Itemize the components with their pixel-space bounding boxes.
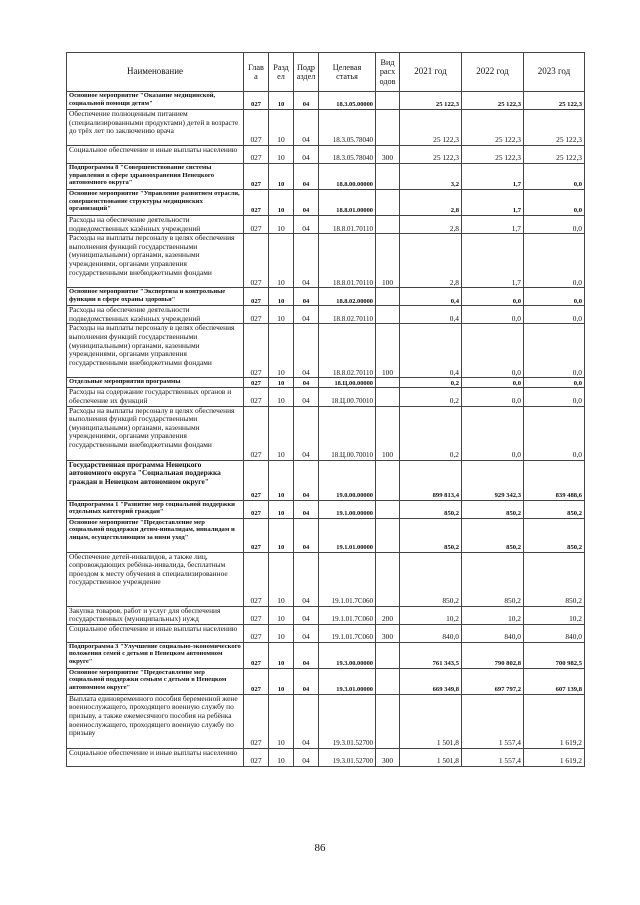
table-row xyxy=(67,406,585,460)
row-vid xyxy=(376,288,400,306)
row-podrazdel: 04 xyxy=(294,234,319,288)
row-razdel: 10 xyxy=(269,216,294,234)
row-name: Основное мероприятие "Оказание медицинской, социальной помощи детям" xyxy=(67,92,244,110)
row-podrazdel: 04 xyxy=(294,606,319,624)
row-target: 18.Ц.00.70010 xyxy=(319,406,376,460)
row-glava: 027 xyxy=(244,288,269,306)
row-target: 19.1.01.7С060 xyxy=(319,624,376,642)
row-vid xyxy=(376,668,400,694)
row-2022: 0,0 xyxy=(462,288,524,306)
row-2021: 899 813,4 xyxy=(400,460,462,500)
row-glava: 027 xyxy=(244,216,269,234)
row-podrazdel: 04 xyxy=(294,460,319,500)
row-podrazdel: 04 xyxy=(294,146,319,164)
row-razdel: 10 xyxy=(269,624,294,642)
row-name: Основное мероприятие "Экспертиза и контрольные функции в сфере охраны здоровья" xyxy=(67,288,244,306)
row-target: 19.1.01.00000 xyxy=(319,518,376,552)
row-vid xyxy=(376,190,400,216)
row-razdel: 10 xyxy=(269,748,294,766)
row-razdel: 10 xyxy=(269,146,294,164)
row-2023: 1 619,2 xyxy=(524,694,585,748)
table-row xyxy=(67,324,585,378)
row-2023: 0,0 xyxy=(524,306,585,324)
row-vid xyxy=(376,642,400,668)
row-podrazdel: 04 xyxy=(294,164,319,190)
row-name: Расходы на выплаты персоналу в целях обеспечения выполнения функций государственными (муниципальными) органами, казенными учреждениями, органами управления государственными внебюджетными фондами xyxy=(67,406,244,460)
row-glava: 027 xyxy=(244,306,269,324)
row-name: Основное мероприятие "Предоставление мер социальной поддержки семьям с детьми в Ненецком автономном округе" xyxy=(67,668,244,694)
row-vid xyxy=(376,306,400,324)
row-razdel: 10 xyxy=(269,500,294,518)
row-glava: 027 xyxy=(244,110,269,146)
header-name: Наименование xyxy=(67,53,244,92)
row-vid: 100 xyxy=(376,406,400,460)
row-target: 18.8.02.70110 xyxy=(319,324,376,378)
row-glava: 027 xyxy=(244,748,269,766)
row-2023: 0,0 xyxy=(524,406,585,460)
row-razdel: 10 xyxy=(269,694,294,748)
row-glava: 027 xyxy=(244,518,269,552)
row-2021: 2,8 xyxy=(400,234,462,288)
row-target: 19.3.01.00000 xyxy=(319,668,376,694)
row-razdel: 10 xyxy=(269,92,294,110)
row-glava: 027 xyxy=(244,624,269,642)
row-vid: 100 xyxy=(376,324,400,378)
row-2022: 850,2 xyxy=(462,500,524,518)
table-row xyxy=(67,190,585,216)
row-razdel: 10 xyxy=(269,388,294,406)
row-glava: 027 xyxy=(244,92,269,110)
row-target: 19.1.01.7С060 xyxy=(319,606,376,624)
row-razdel: 10 xyxy=(269,406,294,460)
row-podrazdel: 04 xyxy=(294,500,319,518)
row-2023: 10,2 xyxy=(524,606,585,624)
row-name: Расходы на выплаты персоналу в целях обеспечения выполнения функций государственными (муниципальными) органами, казенными учреждениями, органами управления государственными внебюджетными фондами xyxy=(67,234,244,288)
table-row xyxy=(67,500,585,518)
row-vid xyxy=(376,92,400,110)
row-podrazdel: 04 xyxy=(294,110,319,146)
table-row xyxy=(67,606,585,624)
row-podrazdel: 04 xyxy=(294,406,319,460)
row-target: 19.1.00.00000 xyxy=(319,500,376,518)
row-razdel: 10 xyxy=(269,234,294,288)
row-2022: 790 802,8 xyxy=(462,642,524,668)
row-glava: 027 xyxy=(244,146,269,164)
row-podrazdel: 04 xyxy=(294,190,319,216)
row-razdel: 10 xyxy=(269,460,294,500)
row-target: 18.8.01.70110 xyxy=(319,234,376,288)
table-row xyxy=(67,694,585,748)
row-target: 19.1.01.7С060 xyxy=(319,552,376,606)
row-vid xyxy=(376,388,400,406)
row-2022: 840,0 xyxy=(462,624,524,642)
row-glava: 027 xyxy=(244,190,269,216)
row-name: Основное мероприятие "Управление развитием отрасли, совершенствование структуры медицинских организаций" xyxy=(67,190,244,216)
table-row xyxy=(67,92,585,110)
table-row xyxy=(67,624,585,642)
row-2022: 1 557,4 xyxy=(462,694,524,748)
row-target: 18.Ц.00.70010 xyxy=(319,388,376,406)
row-target: 19.0.00.00000 xyxy=(319,460,376,500)
row-target: 18.8.00.00000 xyxy=(319,164,376,190)
row-2021: 0,2 xyxy=(400,406,462,460)
row-2022: 1,7 xyxy=(462,234,524,288)
row-2021: 25 122,3 xyxy=(400,92,462,110)
row-razdel: 10 xyxy=(269,190,294,216)
row-name: Расходы на обеспечение деятельности подведомственных казённых учреждений xyxy=(67,216,244,234)
row-razdel: 10 xyxy=(269,288,294,306)
row-glava: 027 xyxy=(244,642,269,668)
row-vid xyxy=(376,518,400,552)
row-2021: 850,2 xyxy=(400,500,462,518)
table-row xyxy=(67,668,585,694)
row-podrazdel: 04 xyxy=(294,624,319,642)
row-2021: 25 122,3 xyxy=(400,146,462,164)
row-2023: 0,0 xyxy=(524,234,585,288)
row-podrazdel: 04 xyxy=(294,694,319,748)
row-2022: 0,0 xyxy=(462,378,524,388)
row-target: 19.3.00.00000 xyxy=(319,642,376,668)
row-name: Государственная программа Ненецкого автономного округа "Социальная поддержка граждан в Ненецком автономном округе" xyxy=(67,460,244,500)
row-glava: 027 xyxy=(244,606,269,624)
row-2021: 0,4 xyxy=(400,288,462,306)
row-vid: 300 xyxy=(376,146,400,164)
row-2023: 0,0 xyxy=(524,324,585,378)
row-2023: 850,2 xyxy=(524,552,585,606)
row-2022: 850,2 xyxy=(462,518,524,552)
row-2021: 0,2 xyxy=(400,388,462,406)
row-razdel: 10 xyxy=(269,642,294,668)
row-2023: 850,2 xyxy=(524,500,585,518)
row-name: Расходы на обеспечение деятельности подведомственных казённых учреждений xyxy=(67,306,244,324)
row-glava: 027 xyxy=(244,234,269,288)
row-name: Закупка товаров, работ и услуг для обеспечения государственных (муниципальных) нужд xyxy=(67,606,244,624)
row-2021: 0,4 xyxy=(400,306,462,324)
row-2021: 669 349,8 xyxy=(400,668,462,694)
row-2023: 839 488,6 xyxy=(524,460,585,500)
row-vid xyxy=(376,110,400,146)
table-row xyxy=(67,460,585,500)
row-2023: 850,2 xyxy=(524,518,585,552)
table-row xyxy=(67,110,585,146)
table-row xyxy=(67,518,585,552)
row-2022: 929 342,3 xyxy=(462,460,524,500)
row-name: Расходы на выплаты персоналу в целях обеспечения выполнения функций государственными (муниципальными) органами, казенными учреждениями, органами управления государственными внебюджетными фондами xyxy=(67,324,244,378)
row-2021: 850,2 xyxy=(400,552,462,606)
row-glava: 027 xyxy=(244,388,269,406)
table-header-row xyxy=(67,53,585,92)
row-2021: 3,2 xyxy=(400,164,462,190)
row-name: Социальное обеспечение и иные выплаты населению xyxy=(67,146,244,164)
page-number: 86 xyxy=(314,842,326,854)
table-body xyxy=(67,92,585,767)
row-2022: 10,2 xyxy=(462,606,524,624)
row-razdel: 10 xyxy=(269,164,294,190)
row-glava: 027 xyxy=(244,460,269,500)
row-vid xyxy=(376,378,400,388)
row-podrazdel: 04 xyxy=(294,642,319,668)
row-2023: 1 619,2 xyxy=(524,748,585,766)
row-glava: 027 xyxy=(244,378,269,388)
row-target: 18.8.02.70110 xyxy=(319,306,376,324)
budget-table xyxy=(66,52,585,767)
row-2022: 0,0 xyxy=(462,324,524,378)
row-name: Социальное обеспечение и иные выплаты населению xyxy=(67,624,244,642)
table-row xyxy=(67,216,585,234)
row-glava: 027 xyxy=(244,500,269,518)
row-name: Подпрограмма 3 "Улучшение социально-экономического положения семей с детьми в Ненецком автономном округе" xyxy=(67,642,244,668)
row-target: 19.3.01.52700 xyxy=(319,748,376,766)
row-glava: 027 xyxy=(244,324,269,378)
row-podrazdel: 04 xyxy=(294,378,319,388)
row-podrazdel: 04 xyxy=(294,216,319,234)
table-row xyxy=(67,234,585,288)
row-2022: 1,7 xyxy=(462,190,524,216)
row-target: 18.3.05.78040 xyxy=(319,146,376,164)
table-row xyxy=(67,306,585,324)
row-vid xyxy=(376,500,400,518)
row-2021: 10,2 xyxy=(400,606,462,624)
row-2022: 850,2 xyxy=(462,552,524,606)
row-name: Расходы на содержание государственных органов и обеспечение их функций xyxy=(67,388,244,406)
row-vid xyxy=(376,460,400,500)
row-vid xyxy=(376,216,400,234)
row-podrazdel: 04 xyxy=(294,668,319,694)
row-2021: 1 501,8 xyxy=(400,694,462,748)
row-razdel: 10 xyxy=(269,606,294,624)
row-target: 19.3.01.52700 xyxy=(319,694,376,748)
row-2023: 0,0 xyxy=(524,216,585,234)
row-2023: 0,0 xyxy=(524,388,585,406)
row-2021: 840,0 xyxy=(400,624,462,642)
row-2023: 25 122,3 xyxy=(524,146,585,164)
row-podrazdel: 04 xyxy=(294,552,319,606)
row-2021: 0,2 xyxy=(400,378,462,388)
header-vid: Вид расх одов xyxy=(376,53,400,92)
table-row xyxy=(67,748,585,766)
row-razdel: 10 xyxy=(269,668,294,694)
row-2022: 25 122,3 xyxy=(462,92,524,110)
row-razdel: 10 xyxy=(269,306,294,324)
row-target: 18.3.05.78040 xyxy=(319,110,376,146)
row-name: Выплата единовременного пособия беременной жене военнослужащего, проходящего военную службу по призыву, а также ежемесячного пособия на ребёнка военнослужащего, проходящего военную службу по призыву xyxy=(67,694,244,748)
row-2021: 0,4 xyxy=(400,324,462,378)
row-2022: 697 797,2 xyxy=(462,668,524,694)
row-podrazdel: 04 xyxy=(294,306,319,324)
row-podrazdel: 04 xyxy=(294,518,319,552)
row-podrazdel: 04 xyxy=(294,324,319,378)
row-glava: 027 xyxy=(244,694,269,748)
row-2023: 0,0 xyxy=(524,190,585,216)
table-row xyxy=(67,146,585,164)
row-name: Подпрограмма 8 "Совершенствование системы управления в сфере здравоохранения Ненецкого автономного округа" xyxy=(67,164,244,190)
row-vid xyxy=(376,552,400,606)
row-name: Обеспечение полноценным питанием (специализированными продуктами) детей в возрасте до трёх лет по заключению врача xyxy=(67,110,244,146)
row-name: Основное мероприятие "Предоставление мер социальной поддержки детям-инвалидам, инвалидам и лицам, осуществляющим за ними уход" xyxy=(67,518,244,552)
header-2023: 2023 год xyxy=(524,53,585,92)
row-razdel: 10 xyxy=(269,518,294,552)
row-2023: 607 139,8 xyxy=(524,668,585,694)
row-name: Подпрограмма 1 "Развитие мер социальной поддержки отдельных категорий граждан" xyxy=(67,500,244,518)
row-glava: 027 xyxy=(244,406,269,460)
row-glava: 027 xyxy=(244,668,269,694)
row-2023: 0,0 xyxy=(524,378,585,388)
row-vid: 300 xyxy=(376,624,400,642)
row-podrazdel: 04 xyxy=(294,92,319,110)
row-razdel: 10 xyxy=(269,378,294,388)
row-2022: 0,0 xyxy=(462,306,524,324)
row-2021: 2,8 xyxy=(400,216,462,234)
row-2021: 2,8 xyxy=(400,190,462,216)
row-2022: 1,7 xyxy=(462,164,524,190)
row-2022: 1 557,4 xyxy=(462,748,524,766)
table-row xyxy=(67,642,585,668)
row-target: 18.8.01.70110 xyxy=(319,216,376,234)
row-vid: 100 xyxy=(376,234,400,288)
row-2021: 25 122,3 xyxy=(400,110,462,146)
row-2022: 25 122,3 xyxy=(462,146,524,164)
row-2023: 25 122,3 xyxy=(524,92,585,110)
header-podrazdel: Подр аздел xyxy=(294,53,319,92)
row-name: Обеспечение детей-инвалидов, а также лиц, сопровождающих ребёнка-инвалида, бесплатным проездом к месту обучения в специализированное государственное учреждение xyxy=(67,552,244,606)
row-vid xyxy=(376,164,400,190)
row-2021: 761 343,5 xyxy=(400,642,462,668)
row-2022: 0,0 xyxy=(462,406,524,460)
header-2022: 2022 год xyxy=(462,53,524,92)
header-2021: 2021 год xyxy=(400,53,462,92)
row-2022: 0,0 xyxy=(462,388,524,406)
header-target: Целевая статья xyxy=(319,53,376,92)
row-2022: 1,7 xyxy=(462,216,524,234)
table-row xyxy=(67,288,585,306)
row-razdel: 10 xyxy=(269,324,294,378)
row-glava: 027 xyxy=(244,164,269,190)
row-vid xyxy=(376,694,400,748)
row-target: 18.8.02.00000 xyxy=(319,288,376,306)
row-razdel: 10 xyxy=(269,552,294,606)
row-podrazdel: 04 xyxy=(294,288,319,306)
table-row xyxy=(67,378,585,388)
row-2021: 850,2 xyxy=(400,518,462,552)
row-target: 18.3.05.00000 xyxy=(319,92,376,110)
table-row xyxy=(67,552,585,606)
row-2023: 25 122,3 xyxy=(524,110,585,146)
row-podrazdel: 04 xyxy=(294,748,319,766)
row-vid: 300 xyxy=(376,748,400,766)
table-row xyxy=(67,388,585,406)
table-row xyxy=(67,164,585,190)
row-2021: 1 501,8 xyxy=(400,748,462,766)
row-name: Отдельные мероприятия программы xyxy=(67,378,244,388)
row-razdel: 10 xyxy=(269,110,294,146)
header-razdel: Разд ел xyxy=(269,53,294,92)
row-2023: 0,0 xyxy=(524,164,585,190)
row-vid: 200 xyxy=(376,606,400,624)
header-glava: Глав а xyxy=(244,53,269,92)
row-name: Социальное обеспечение и иные выплаты населению xyxy=(67,748,244,766)
row-2022: 25 122,3 xyxy=(462,110,524,146)
row-glava: 027 xyxy=(244,552,269,606)
row-2023: 700 982,5 xyxy=(524,642,585,668)
row-target: 18.Ц.00.00000 xyxy=(319,378,376,388)
row-podrazdel: 04 xyxy=(294,388,319,406)
row-2023: 0,0 xyxy=(524,288,585,306)
row-target: 18.8.01.00000 xyxy=(319,190,376,216)
row-2023: 840,0 xyxy=(524,624,585,642)
